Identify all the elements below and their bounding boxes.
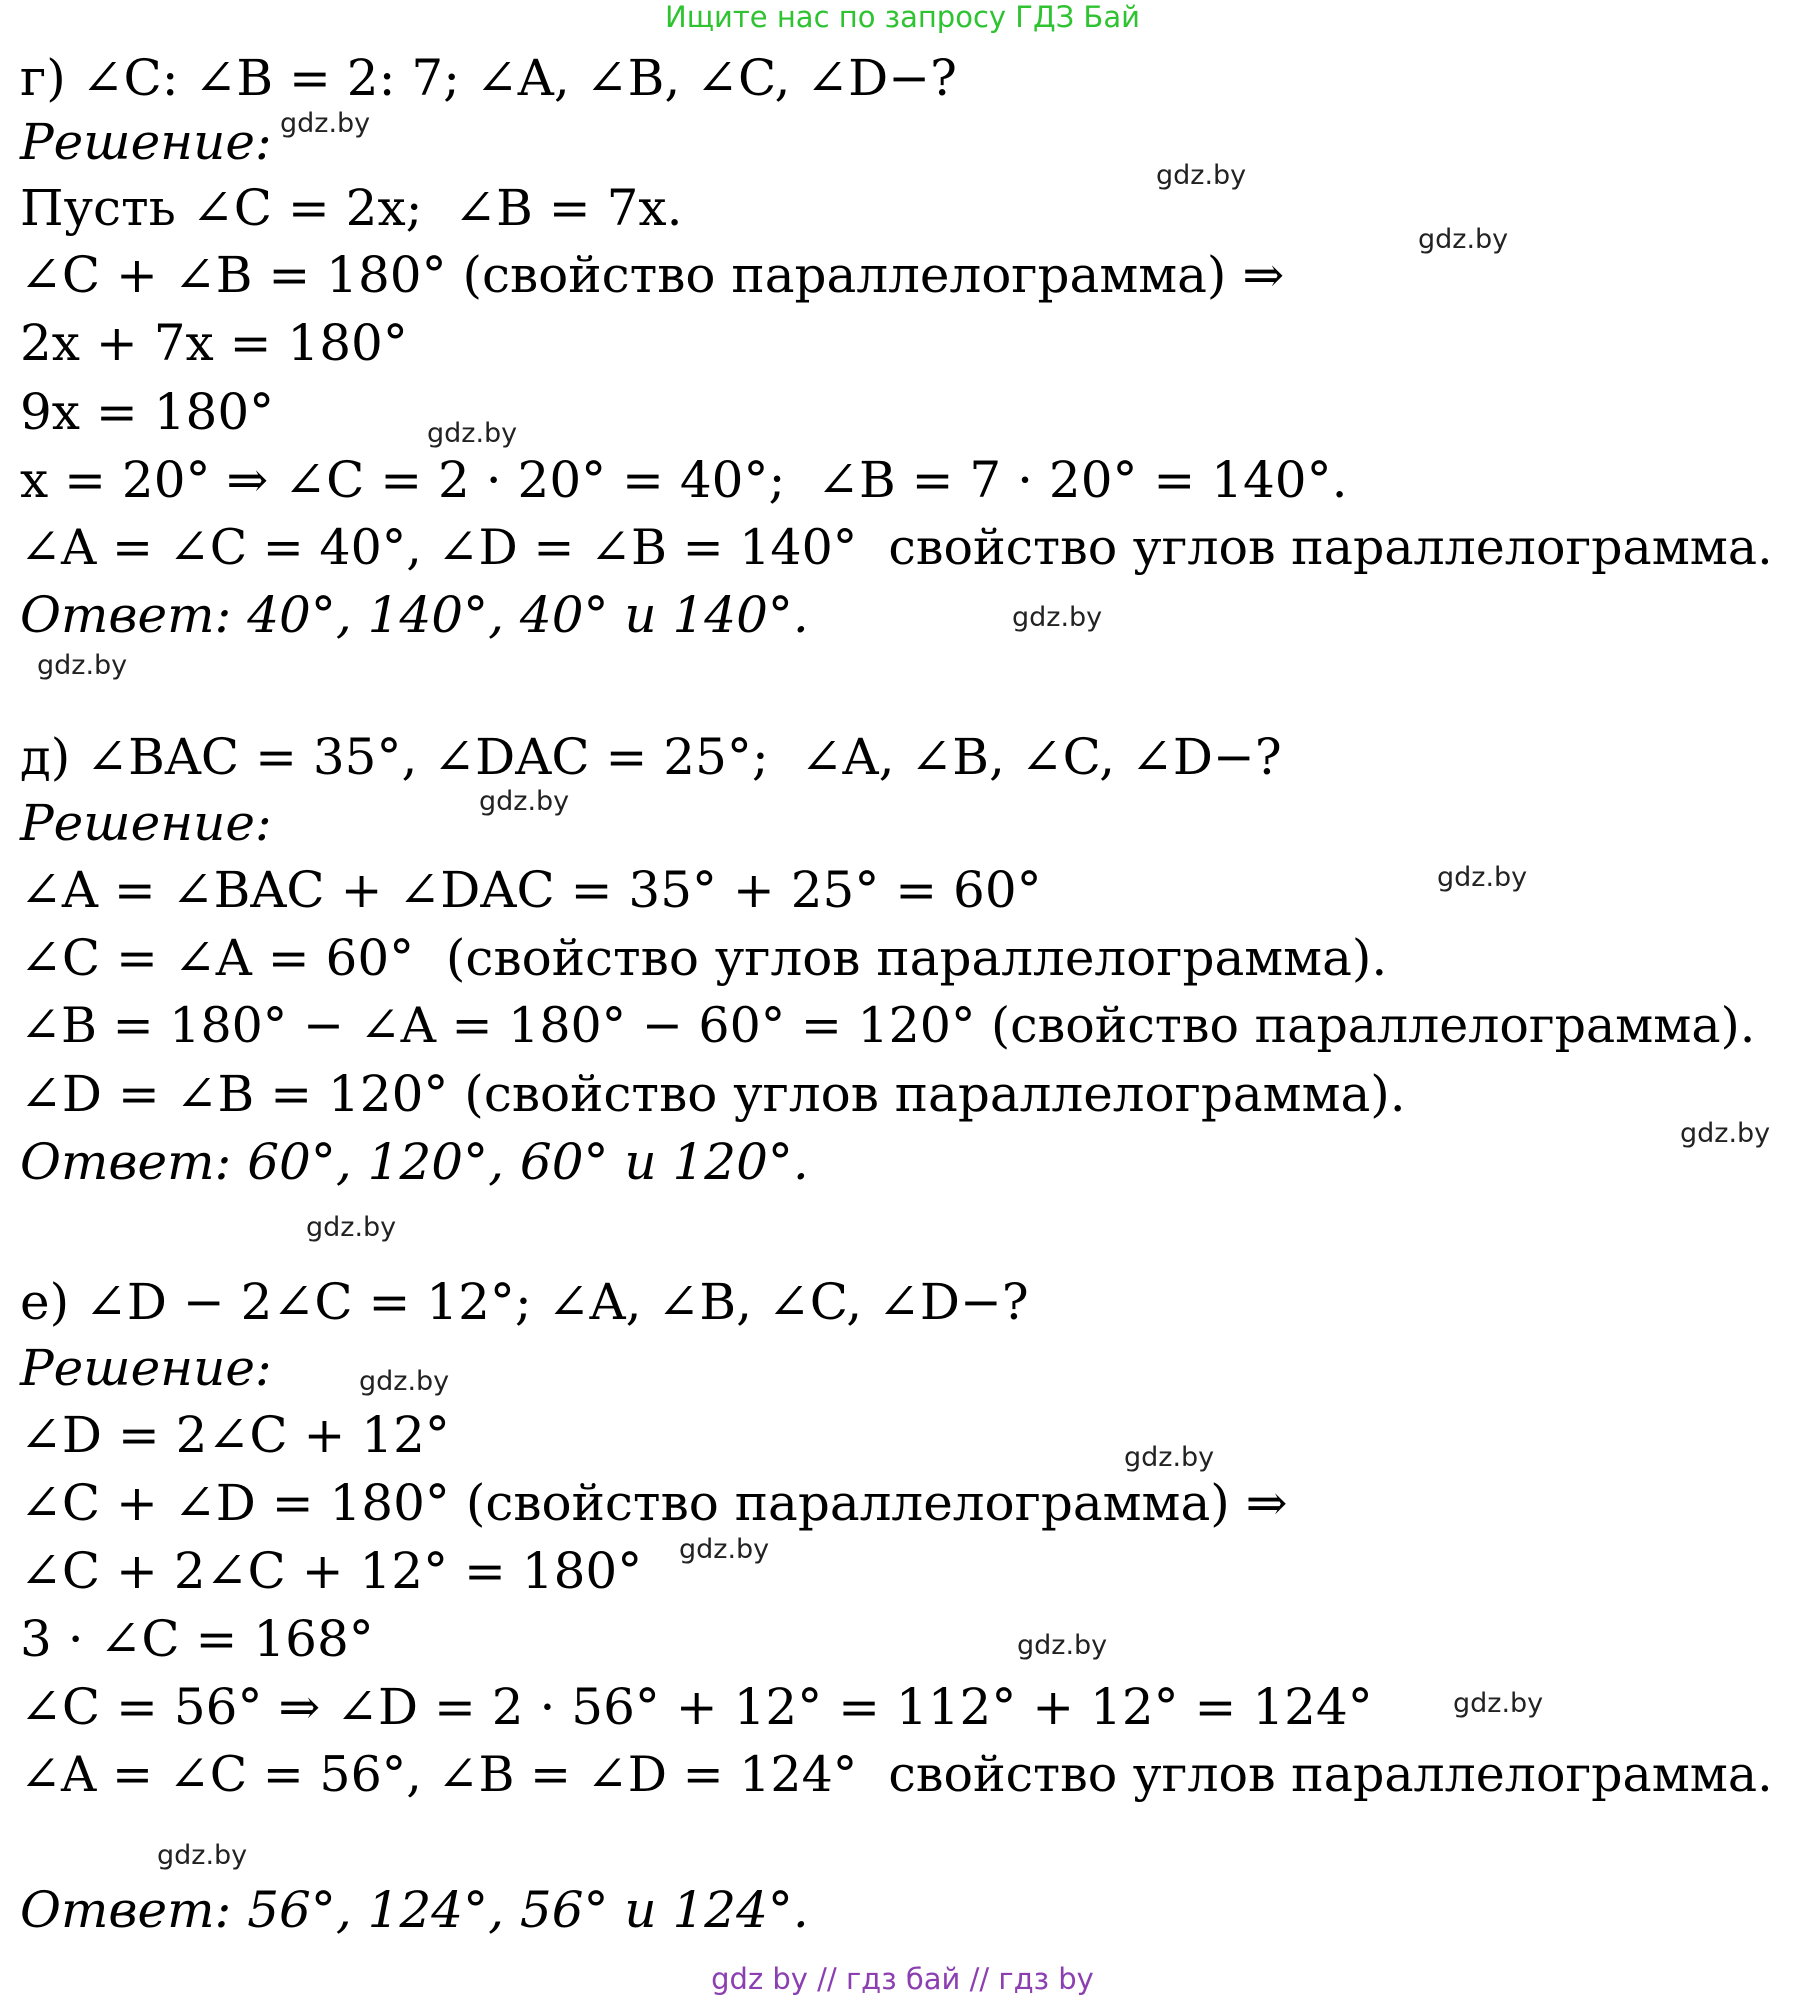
- problem-d-line: ∠D = ∠B = 120° (свойство углов параллелограмма).: [20, 1065, 1406, 1123]
- problem-d-answer: Ответ: 60°, 120°, 60° и 120°.: [20, 1133, 809, 1191]
- problem-d-statement: д) ∠BAC = 35°, ∠DAC = 25°; ∠A, ∠B, ∠C, ∠D−?: [20, 728, 1282, 786]
- problem-e-line: ∠D = 2∠C + 12°: [20, 1406, 450, 1464]
- watermark: gdz.by: [37, 650, 128, 681]
- watermark: gdz.by: [359, 1366, 450, 1397]
- watermark: gdz.by: [280, 108, 371, 139]
- problem-e-line: 3 · ∠C = 168°: [20, 1610, 374, 1668]
- site-footer-links[interactable]: gdz by // гдз бай // гдз by: [711, 1962, 1094, 1996]
- problem-e-statement: е) ∠D − 2∠C = 12°; ∠A, ∠B, ∠C, ∠D−?: [20, 1273, 1029, 1331]
- problem-d-line: ∠C = ∠A = 60° (свойство углов параллелограмма).: [20, 929, 1388, 987]
- problem-g-statement: г) ∠C: ∠B = 2: 7; ∠A, ∠B, ∠C, ∠D−?: [20, 49, 957, 107]
- problem-g-line: x = 20° ⇒ ∠C = 2 · 20° = 40°; ∠B = 7 · 20° = 140°.: [20, 451, 1348, 509]
- watermark: gdz.by: [1453, 1688, 1544, 1719]
- problem-g-line: 2x + 7x = 180°: [20, 314, 408, 372]
- problem-e-answer: Ответ: 56°, 124°, 56° и 124°.: [20, 1881, 809, 1939]
- problem-g-solution-label: Решение:: [20, 113, 272, 171]
- watermark: gdz.by: [1124, 1442, 1215, 1473]
- problem-e-line: ∠C = 56° ⇒ ∠D = 2 · 56° + 12° = 112° + 12° = 124°: [20, 1678, 1373, 1736]
- watermark: gdz.by: [1017, 1630, 1108, 1661]
- problem-e-line: ∠C + ∠D = 180° (свойство параллелограмма) ⇒: [20, 1474, 1288, 1532]
- problem-g-line: ∠A = ∠C = 40°, ∠D = ∠B = 140° свойство углов параллелограмма.: [20, 519, 1773, 576]
- problem-d-line: ∠A = ∠BAC + ∠DAC = 35° + 25° = 60°: [20, 861, 1042, 919]
- problem-e-line: ∠C + 2∠C + 12° = 180°: [20, 1542, 643, 1600]
- watermark: gdz.by: [157, 1840, 248, 1871]
- watermark: gdz.by: [1012, 602, 1103, 633]
- problem-e-solution-label: Решение:: [20, 1339, 272, 1397]
- watermark: gdz.by: [479, 786, 570, 817]
- watermark: gdz.by: [1156, 160, 1247, 191]
- watermark: gdz.by: [1680, 1118, 1771, 1149]
- watermark: gdz.by: [679, 1534, 770, 1565]
- problem-g-line: Пусть ∠C = 2x; ∠B = 7x.: [20, 179, 683, 237]
- problem-g-answer: Ответ: 40°, 140°, 40° и 140°.: [20, 586, 809, 644]
- watermark: gdz.by: [306, 1212, 397, 1243]
- problem-e-line: ∠A = ∠C = 56°, ∠B = ∠D = 124° свойство углов параллелограмма.: [20, 1746, 1773, 1803]
- problem-g-line: 9x = 180°: [20, 383, 275, 441]
- problem-d-solution-label: Решение:: [20, 794, 272, 852]
- problem-d-line: ∠B = 180° − ∠A = 180° − 60° = 120° (свойство параллелограмма).: [20, 997, 1756, 1054]
- problem-g-line: ∠C + ∠B = 180° (свойство параллелограмма) ⇒: [20, 246, 1285, 304]
- site-banner[interactable]: Ищите нас по запросу ГДЗ Бай: [665, 0, 1140, 34]
- watermark: gdz.by: [1437, 862, 1528, 893]
- watermark: gdz.by: [1418, 224, 1509, 255]
- watermark: gdz.by: [427, 418, 518, 449]
